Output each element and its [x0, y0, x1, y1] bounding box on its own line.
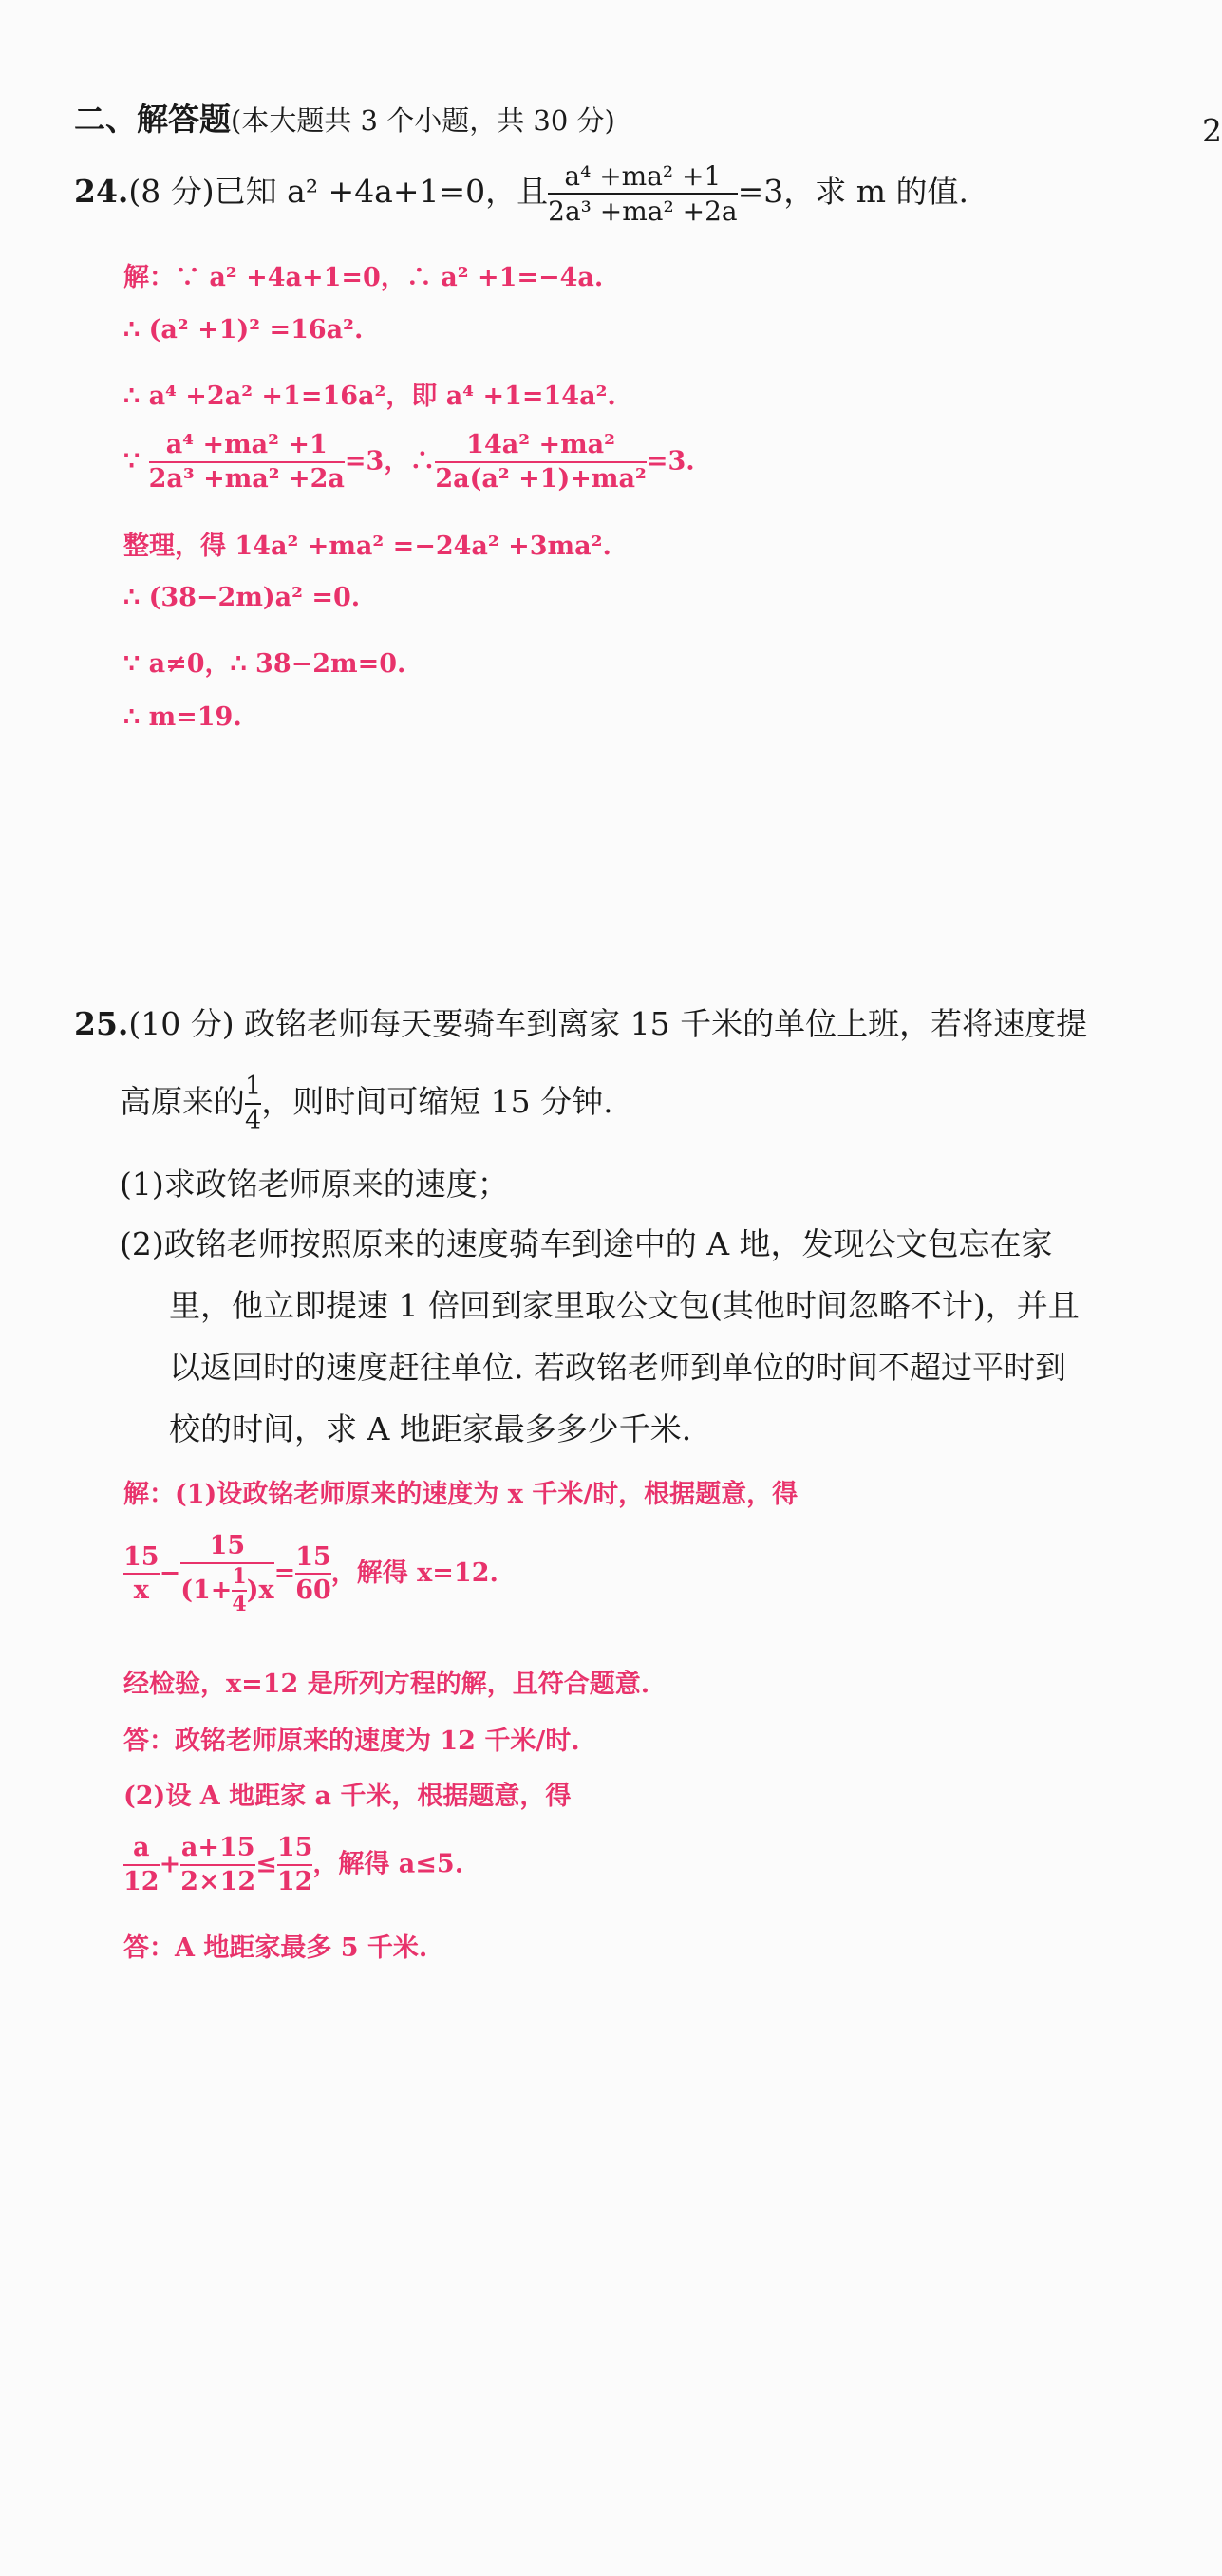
fraction-denominator: 12: [277, 1864, 313, 1898]
fraction-numerator: 1: [232, 1563, 247, 1589]
question-25-part-2-line-3: 以返回时的速度赶往单位. 若政铭老师到单位的时间不超过平时到: [169, 1349, 1066, 1386]
fraction-numerator: 15: [276, 1833, 313, 1862]
question-25-stem-line-1: [74, 999, 1087, 1044]
q24-solution-line-4-mid: =3，∴: [344, 446, 436, 476]
fraction-numerator: 15: [209, 1531, 246, 1560]
fraction-denominator: 2a³ +ma² +2a: [149, 461, 345, 495]
question-25-text-pre: 高原来的: [120, 1082, 245, 1120]
question-25-part-2-line-1: (2)政铭老师按照原来的速度骑车到途中的 A 地，发现公文包忘在家: [120, 1225, 1053, 1262]
question-25-text: (10 分) 政铭老师每天要骑车到离家 15 千米的单位上班，若将速度提: [128, 1005, 1088, 1042]
eq2-fraction-3: [277, 1832, 313, 1898]
fraction-numerator: a⁴ +ma² +1: [165, 430, 328, 459]
denominator-post: )x: [246, 1575, 274, 1605]
q24-solution-fraction-1: [149, 429, 345, 495]
fraction-denominator: 4: [245, 1103, 261, 1137]
fraction-numerator: a+15: [180, 1833, 255, 1862]
eq2-fraction-1: [123, 1832, 160, 1898]
fraction-numerator: 1: [245, 1072, 262, 1101]
question-25-fraction: [245, 1071, 261, 1137]
q24-solution-line-1: 解：∵ a² +4a+1=0，∴ a² +1=−4a.: [123, 263, 604, 292]
question-24-stem: [74, 159, 968, 228]
section-title: 二、解答题: [74, 101, 231, 138]
q24-solution-line-4-post: =3.: [646, 446, 695, 476]
question-25-number: 25.: [74, 1005, 129, 1042]
fraction-denominator: 60: [295, 1573, 331, 1607]
question-24-fraction: [548, 159, 737, 228]
question-25-part-1: (1)求政铭老师原来的速度；: [120, 1166, 509, 1203]
q25-solution-equation-2: [123, 1832, 463, 1898]
q25-solution-line-4: 答：政铭老师原来的速度为 12 千米/时.: [123, 1727, 580, 1756]
question-24-text-pre: 已知 a² +4a+1=0，且: [214, 173, 549, 210]
fraction-denominator: 12: [123, 1864, 160, 1898]
q25-solution-line-1: 解：(1)设政铭老师原来的速度为 x 千米/时，根据题意，得: [123, 1480, 799, 1509]
nested-fraction: [232, 1564, 246, 1618]
fraction-denominator: x: [123, 1573, 160, 1607]
q25-solution-equation-1: [123, 1530, 498, 1618]
fraction-denominator: 4: [232, 1592, 247, 1617]
fraction-numerator: a⁴ +ma² +1: [564, 160, 722, 192]
eq2-fraction-2: [180, 1832, 255, 1898]
q24-solution-fraction-2: [435, 429, 646, 495]
q24-solution-line-7: ∵ a≠0，∴ 38−2m=0.: [123, 649, 406, 679]
eq1-fraction-1: [123, 1541, 160, 1608]
fraction-numerator: 15: [123, 1541, 160, 1572]
minus-sign: −: [159, 1558, 181, 1588]
eq1-fraction-3: [295, 1541, 331, 1608]
section-heading: [74, 95, 615, 140]
q24-solution-line-3: ∴ a⁴ +2a² +1=16a²，即 a⁴ +1=14a².: [123, 382, 616, 411]
fraction-denominator: 2a(a² +1)+ma²: [435, 461, 646, 495]
fraction-denominator: [180, 1562, 273, 1618]
plus-sign: +: [159, 1849, 181, 1879]
fraction-denominator: 2a³ +ma² +2a: [548, 193, 737, 228]
question-24-points: (8 分): [128, 173, 215, 210]
fraction-numerator: 14a² +ma²: [466, 430, 615, 459]
section-note: (本大题共 3 个小题，共 30 分): [231, 104, 615, 137]
question-24-text-post: =3，求 m 的值.: [737, 173, 969, 210]
question-25-part-2-line-2: 里，他立即提速 1 倍回到家里取公文包(其他时间忽略不计)，并且: [169, 1287, 1080, 1324]
because-symbol: ∵: [123, 446, 141, 476]
fraction-numerator: 15: [295, 1541, 331, 1572]
equals-sign: =: [273, 1558, 296, 1588]
q24-solution-line-5: 整理，得 14a² +ma² =−24a² +3ma².: [123, 532, 611, 561]
q25-solution-line-5: (2)设 A 地距家 a 千米，根据题意，得: [123, 1782, 572, 1811]
q25-solution-line-3: 经检验，x=12 是所列方程的解，且符合题意.: [123, 1670, 650, 1699]
eq2-result: ，解得 a≤5.: [312, 1849, 464, 1879]
q24-solution-line-6: ∴ (38−2m)a² =0.: [123, 583, 361, 612]
fraction-denominator: 2×12: [180, 1864, 255, 1898]
question-25-stem-line-2: [120, 1071, 613, 1137]
q24-solution-line-2: ∴ (a² +1)² =16a².: [123, 315, 364, 345]
q24-solution-line-4: [123, 429, 695, 495]
question-24-number: 24.: [74, 173, 129, 210]
page-number-fragment: 2: [1202, 112, 1222, 149]
fraction-numerator: a: [133, 1833, 150, 1862]
eq1-fraction-2: [180, 1530, 273, 1618]
eq1-result: ，解得 x=12.: [330, 1558, 498, 1588]
q24-solution-line-8: ∴ m=19.: [123, 702, 242, 732]
question-25-text-post: ，则时间可缩短 15 分钟.: [261, 1082, 613, 1120]
question-25-part-2-line-4: 校的时间，求 A 地距家最多多少千米.: [169, 1410, 692, 1447]
denominator-pre: (1+: [180, 1575, 233, 1605]
q25-solution-line-7: 答：A 地距家最多 5 千米.: [123, 1933, 428, 1963]
less-equal-sign: ≤: [255, 1849, 277, 1879]
